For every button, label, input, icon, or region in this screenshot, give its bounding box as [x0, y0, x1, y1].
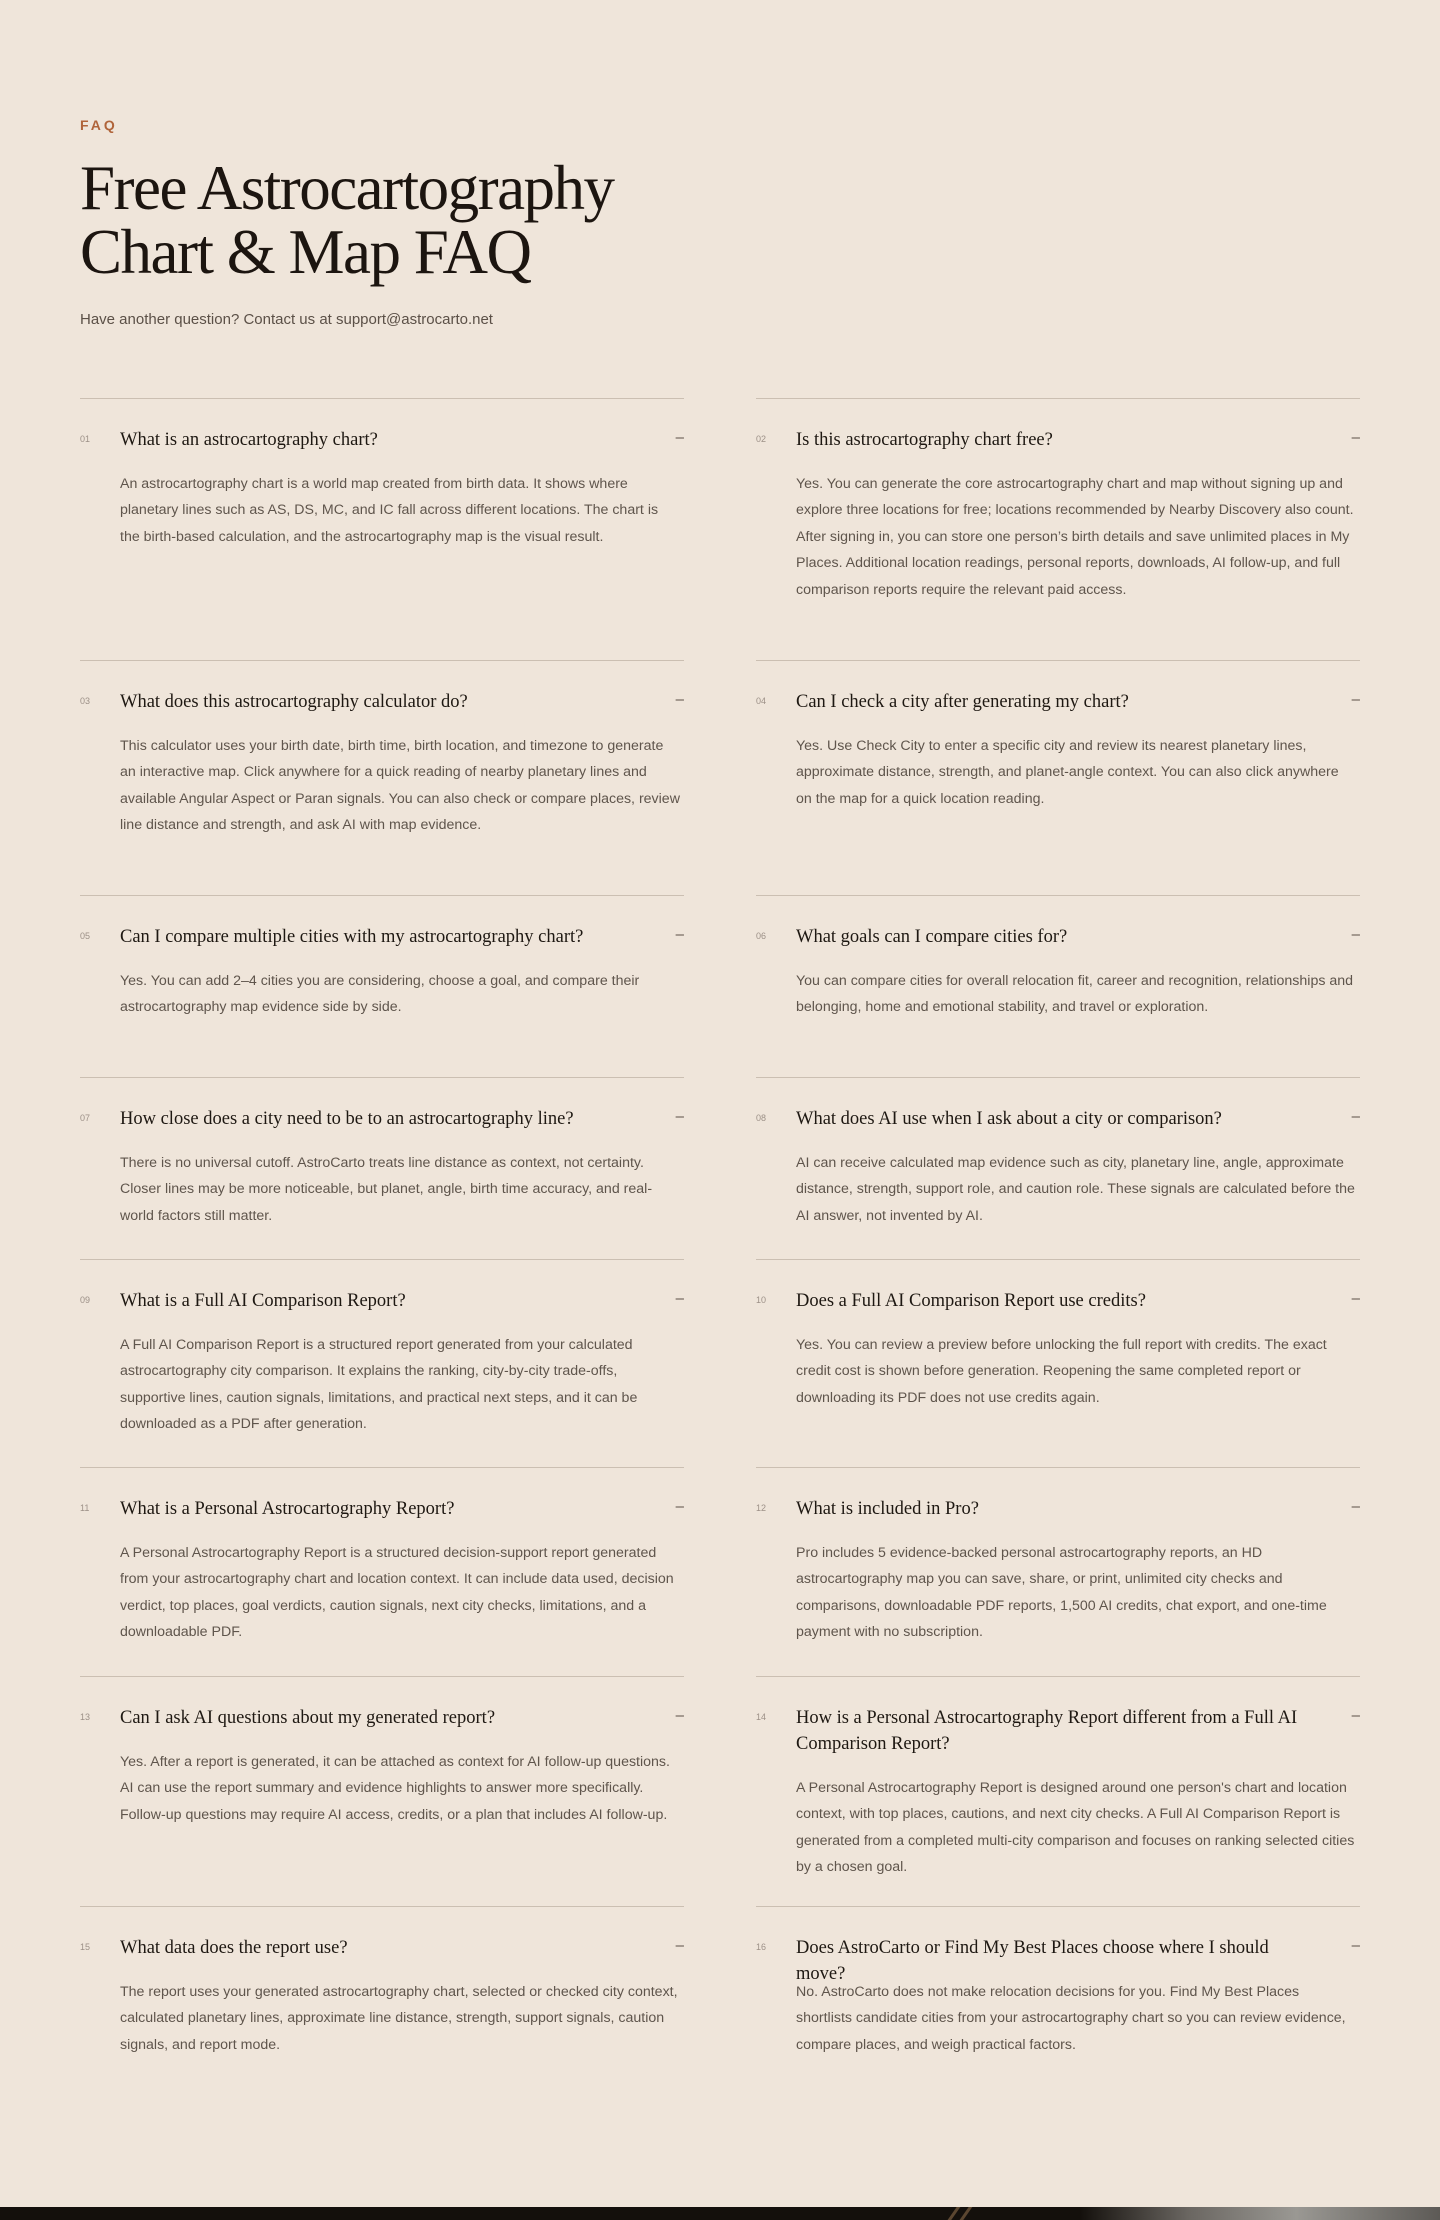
collapse-icon[interactable]: – — [675, 926, 684, 943]
faq-number: 04 — [756, 696, 767, 706]
faq-number: 15 — [80, 1942, 91, 1952]
faq-number: 09 — [80, 1295, 91, 1305]
faq-item[interactable] — [756, 398, 1360, 660]
decorative-cloud — [1080, 2207, 1440, 2220]
faq-number: 06 — [756, 931, 767, 941]
faq-number: 11 — [80, 1503, 90, 1513]
collapse-icon[interactable]: – — [675, 1108, 684, 1125]
faq-item[interactable] — [756, 1077, 1360, 1259]
faq-answer: Yes. Use Check City to enter a specific city and review its nearest planetary lines, approximate distance, strength, and planet-angle context. You can also click anywhere on the map for a quick location reading. — [796, 738, 1339, 807]
faq-question[interactable]: Does AstroCarto or Find My Best Places choose where I should move? — [796, 1938, 1269, 1984]
faq-answer: Pro includes 5 evidence-backed personal astrocartography reports, an HD astrocartography map you can save, share, or print, unlimited city checks and comparisons, downloadable PDF reports, 1,500 AI credits, chat export, and one-time payment with no subscription. — [796, 1545, 1327, 1641]
faq-answer: The report uses your generated astrocartography chart, selected or checked city context, calculated planetary lines, approximate line distance, strength, support signals, caution signals, and report mode. — [120, 1984, 678, 2053]
collapse-icon[interactable]: – — [1351, 1290, 1360, 1307]
faq-number: 01 — [80, 434, 91, 444]
faq-item[interactable] — [756, 1259, 1360, 1467]
collapse-icon[interactable]: – — [1351, 1498, 1360, 1515]
faq-question[interactable]: How is a Personal Astrocartography Report different from a Full AI Comparison Report? — [796, 1708, 1298, 1754]
collapse-icon[interactable]: – — [1351, 691, 1360, 708]
faq-number: 12 — [756, 1503, 767, 1513]
faq-question[interactable]: What is included in Pro? — [796, 1499, 979, 1519]
faq-number: 05 — [80, 931, 91, 941]
faq-answer: A Personal Astrocartography Report is designed around one person's chart and location context, with top places, cautions, and next city checks. A Full AI Comparison Report is generated from a completed multi-city comparison and focuses on ranking selected cities by a chosen goal. — [796, 1780, 1355, 1876]
collapse-icon[interactable]: – — [1351, 429, 1360, 446]
faq-item[interactable] — [80, 1906, 684, 2086]
faq-item[interactable] — [756, 1676, 1360, 1906]
page-title-line-1: Free Astrocartography — [80, 153, 614, 223]
collapse-icon[interactable]: – — [1351, 926, 1360, 943]
contact-subtitle: Have another question? Contact us at support@astrocarto.net — [80, 311, 493, 328]
faq-question[interactable]: What is an astrocartography chart? — [120, 430, 378, 450]
faq-item[interactable] — [80, 1259, 684, 1467]
faq-answer: There is no universal cutoff. AstroCarto treats line distance as context, not certainty. Closer lines may be more noticeable, but planet, angle, birth time accuracy, and real-world factors still matter. — [120, 1155, 653, 1224]
collapse-icon[interactable]: – — [675, 1937, 684, 1954]
faq-question[interactable]: Is this astrocartography chart free? — [796, 430, 1053, 450]
faq-answer: A Personal Astrocartography Report is a structured decision-support report generated from your astrocartography chart and location context. It can include data used, decision verdict, top places, goal verdicts, caution signals, next city checks, limitations, and a downloadable PDF. — [120, 1545, 674, 1641]
footer-hero-image — [0, 2207, 1440, 2220]
faq-question[interactable]: What data does the report use? — [120, 1938, 348, 1958]
faq-answer: You can compare cities for overall relocation fit, career and recognition, relationships and belonging, home and emotional stability, and travel or exploration. — [796, 973, 1354, 1016]
faq-item[interactable] — [80, 1467, 684, 1676]
faq-answer: This calculator uses your birth date, birth time, birth location, and timezone to generate an interactive map. Click anywhere for a quick reading of nearby planetary lines and available Angular Aspect or Paran signals. You can also check or compare places, review line distance and strength, and ask AI with map evidence. — [120, 738, 680, 834]
faq-answer: An astrocartography chart is a world map created from birth data. It shows where planetary lines such as AS, DS, MC, and IC fall across different locations. The chart is the birth-based calculation, and the astrocartography map is the visual result. — [120, 476, 659, 545]
faq-item[interactable] — [756, 1467, 1360, 1676]
faq-number: 13 — [80, 1712, 91, 1722]
faq-question[interactable]: What goals can I compare cities for? — [796, 927, 1068, 947]
page-title-line-2: Chart & Map FAQ — [80, 217, 531, 287]
faq-item[interactable] — [80, 660, 684, 895]
collapse-icon[interactable]: – — [1351, 1707, 1360, 1724]
faq-number: 07 — [80, 1113, 91, 1123]
faq-item[interactable] — [756, 1906, 1360, 2086]
collapse-icon[interactable]: – — [1351, 1937, 1360, 1954]
collapse-icon[interactable]: – — [675, 1290, 684, 1307]
faq-item[interactable] — [80, 1077, 684, 1259]
collapse-icon[interactable]: – — [675, 1707, 684, 1724]
faq-item[interactable] — [80, 895, 684, 1077]
faq-question[interactable]: What does AI use when I ask about a city or comparison? — [796, 1109, 1222, 1129]
faq-answer: No. AstroCarto does not make relocation decisions for you. Find My Best Places shortlists candidate cities from your astrocartography chart so you can review evidence, compare places, and weigh practical factors. — [796, 1984, 1346, 2053]
faq-answer: Yes. After a report is generated, it can be attached as context for AI follow-up questions. AI can use the report summary and evidence highlights to answer more specifically. Follow-up questions may require AI access, credits, or a plan that includes AI follow-up. — [120, 1754, 670, 1823]
collapse-icon[interactable]: – — [675, 1498, 684, 1515]
faq-number: 14 — [756, 1712, 767, 1722]
faq-answer: AI can receive calculated map evidence such as city, planetary line, angle, approximate distance, strength, support role, and caution role. These signals are calculated before the AI answer, not invented by AI. — [796, 1155, 1355, 1224]
faq-number: 02 — [756, 434, 767, 444]
faq-question[interactable]: Can I compare multiple cities with my astrocartography chart? — [120, 927, 584, 947]
collapse-icon[interactable]: – — [675, 429, 684, 446]
faq-item[interactable] — [756, 660, 1360, 895]
faq-question[interactable]: What does this astrocartography calculator do? — [120, 692, 468, 712]
section-eyebrow: FAQ — [80, 117, 118, 133]
faq-question[interactable]: What is a Full AI Comparison Report? — [120, 1291, 406, 1311]
page-title — [80, 153, 800, 287]
faq-item[interactable] — [80, 1676, 684, 1906]
faq-answer: Yes. You can review a preview before unlocking the full report with credits. The exact credit cost is shown before generation. Reopening the same completed report or downloading its PDF does not use credits again. — [796, 1337, 1327, 1406]
faq-number: 08 — [756, 1113, 767, 1123]
faq-answer: Yes. You can add 2–4 cities you are considering, choose a goal, and compare their astrocartography map evidence side by side. — [120, 973, 640, 1016]
faq-answer: Yes. You can generate the core astrocartography chart and map without signing up and explore three locations for free; locations recommended by Nearby Discovery also count. After signing in, you can store one person’s birth details and save unlimited places in My Places. Additional location readings, personal reports, downloads, AI follow-up, and full comparison reports require the relevant paid access. — [796, 476, 1354, 598]
faq-question[interactable]: Can I ask AI questions about my generated report? — [120, 1708, 496, 1728]
faq-number: 10 — [756, 1295, 767, 1305]
faq-question[interactable]: How close does a city need to be to an astrocartography line? — [120, 1109, 574, 1129]
faq-question[interactable]: Can I check a city after generating my chart? — [796, 692, 1129, 712]
faq-item[interactable] — [756, 895, 1360, 1077]
collapse-icon[interactable]: – — [1351, 1108, 1360, 1125]
faq-question[interactable]: Does a Full AI Comparison Report use credits? — [796, 1291, 1146, 1311]
collapse-icon[interactable]: – — [675, 691, 684, 708]
faq-answer: A Full AI Comparison Report is a structured report generated from your calculated astrocartography city comparison. It explains the ranking, city-by-city trade-offs, supportive lines, caution signals, limitations, and practical next steps, and it can be downloaded as a PDF after generation. — [120, 1337, 638, 1433]
faq-item[interactable] — [80, 398, 684, 660]
faq-number: 16 — [756, 1942, 767, 1952]
faq-question[interactable]: What is a Personal Astrocartography Report? — [120, 1499, 455, 1519]
faq-number: 03 — [80, 696, 91, 706]
